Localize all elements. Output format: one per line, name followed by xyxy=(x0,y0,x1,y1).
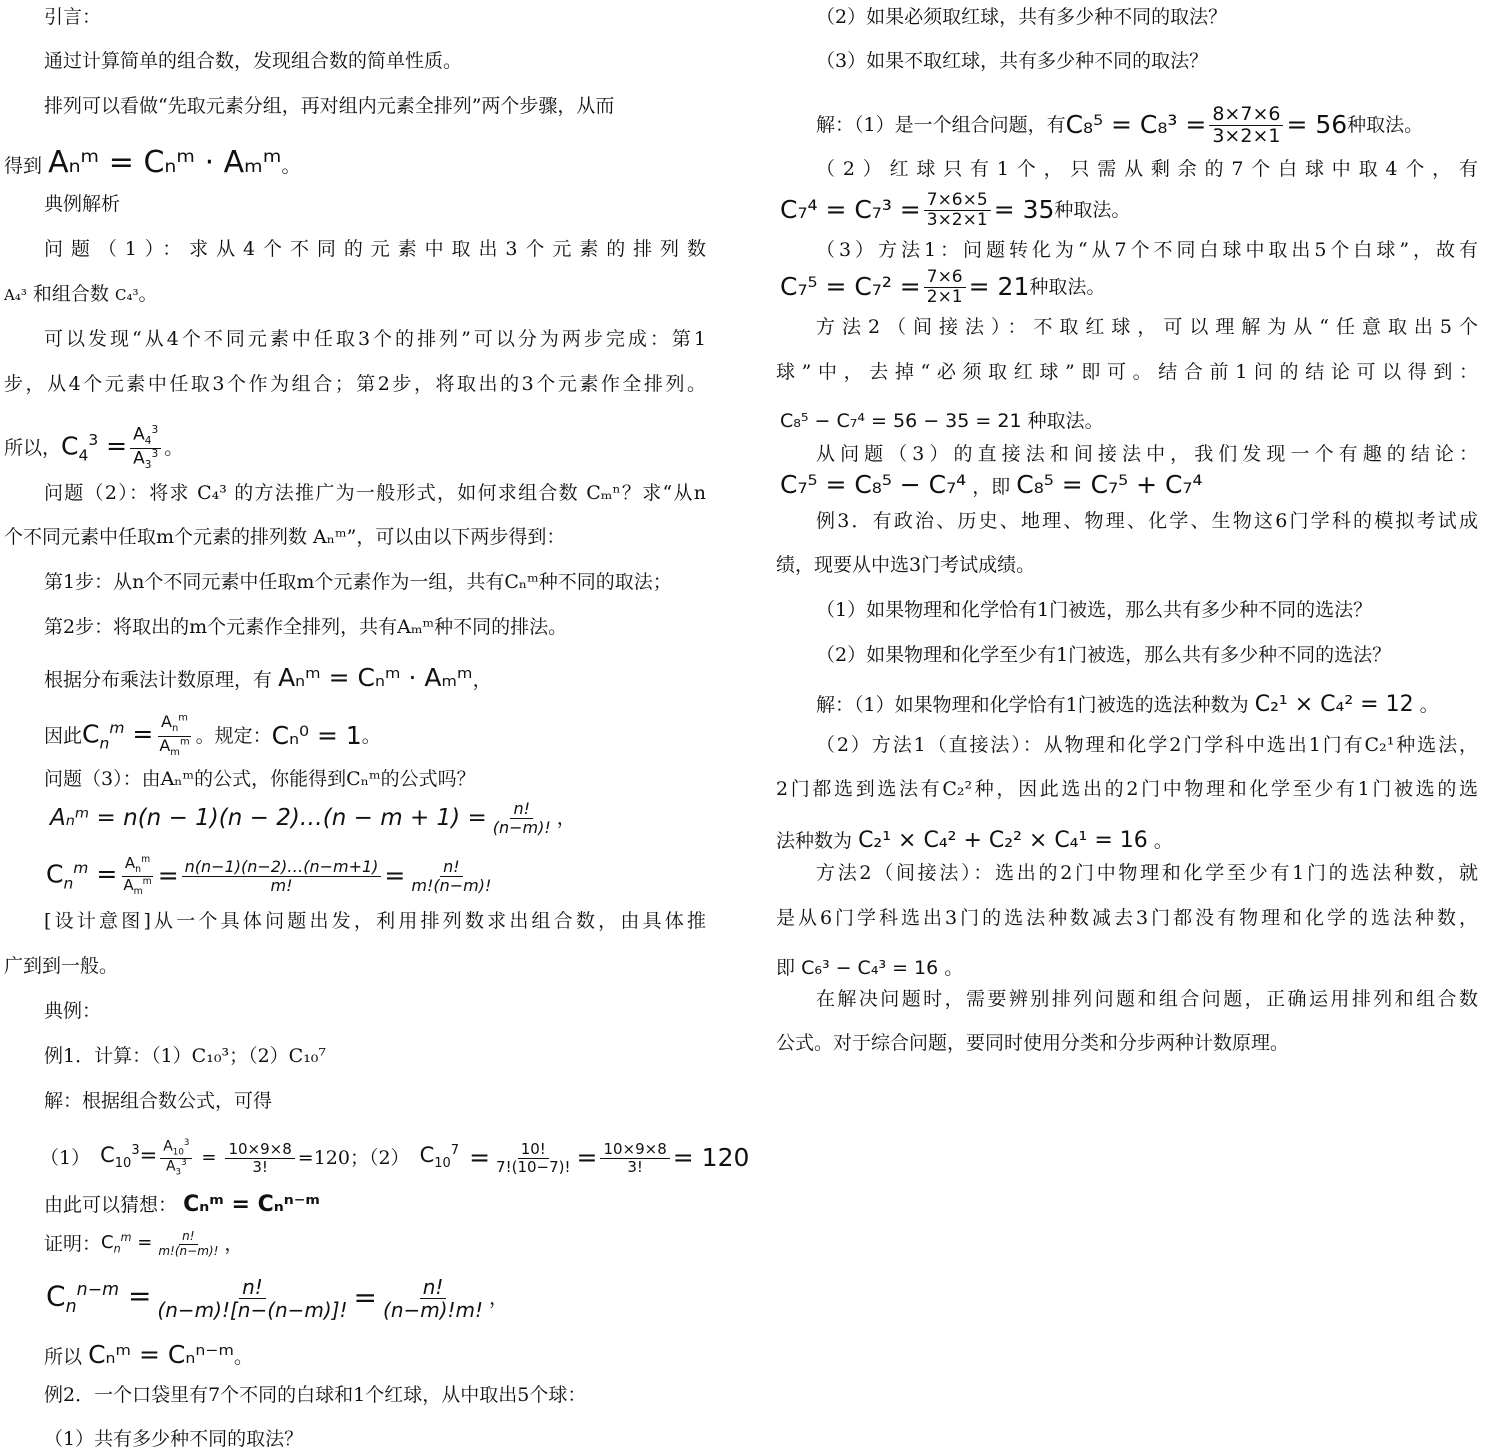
comma: ， xyxy=(489,1287,509,1309)
solution-1-prefix: 解：（1）是一个组合问题，有 xyxy=(816,114,1066,136)
example-2-title: 例2．一个口袋里有7个不同的白球和1个红球，从中取出5个球： xyxy=(44,1384,587,1406)
example-3-solution-1-text: 解：（1）如果物理和化学恰有1门被选的选法种数为 xyxy=(816,694,1249,716)
proof-formula-fraction-1: $\frac{n!}{(n-m)![n-(n-m)]!}$ xyxy=(157,1274,348,1322)
proof-fraction: $\frac{n!}{m!(n-m)!}$ xyxy=(158,1229,219,1258)
period: 。 xyxy=(944,957,964,979)
solution-1-result: = 56 xyxy=(1286,110,1348,139)
question-2-line-2: 个不同元素中任取m个元素的排列数 Aₙᵐ”，可以由以下两步得到： xyxy=(4,526,566,548)
cnm-formula: $C_n^m$ = xyxy=(82,719,154,753)
part-1-label: （1） xyxy=(40,1147,91,1169)
method-2-line-1: 方法2（间接法）：不取红球，可以理解为从“任意取出5个 xyxy=(816,316,1478,338)
proof-formula-lhs: $C_n^{n-m}$ = xyxy=(46,1278,152,1317)
question-1-line-1: 问题（1）：求从4个不同的元素中取出3个元素的排列数 xyxy=(44,238,706,260)
perm-formula: Aₙᵐ = Cₙᵐ · Aₘᵐ xyxy=(48,145,282,180)
example-3-solution-2-line-1: （2）方法1（直接法）：从物理和化学2门学科中选出1门有C₂¹种选法， xyxy=(816,734,1478,756)
comma: ， xyxy=(472,669,492,691)
step-2: 第2步：将取出的m个元素作全排列，共有Aₘᵐ种不同的排法。 xyxy=(44,616,568,638)
so-label-2: 所以 xyxy=(44,1346,83,1368)
rule-formula: Cₙ⁰ = 1 xyxy=(271,721,362,750)
seven-six-fraction: $\frac{7\times 6}{2\times 1}$ xyxy=(924,268,966,306)
design-intent-line-1: [设计意图]从一个具体问题出发，利用排列数求出组合数，由具体推 xyxy=(44,910,706,932)
product-fraction: $\frac{n(n-1)(n-2)\dots(n-m+1)}{m!}$ xyxy=(182,858,382,894)
example-2-question-2: （2）如果必须取红球，共有多少种不同的取法？ xyxy=(816,6,1228,28)
c-formula-lhs: $C_n^m$ = xyxy=(46,859,118,893)
example-1-computation: （1） $C_{10}^3=$ $\frac{A_{10}^3}{A_3^3}$ = $\frac{10\times 9\times 8}{3!}$ =120；（2） $C_{10}^7$ = $\frac{10!}{7!(10-7)!}$ = $\frac{10\times 9\times 8}{3!}$ = 120 xyxy=(40,1137,750,1177)
period: 。 xyxy=(234,1346,254,1368)
solution-2-result: = 35 xyxy=(993,195,1055,224)
example-2-question-3: （3）如果不取红球，共有多少种不同的取法？ xyxy=(816,50,1209,72)
anm-over-amm-fraction: $\frac{A_n^m}{A_m^m}$ xyxy=(159,712,190,758)
proof-formula-fraction-2: $\frac{n!}{(n-m)!m!}$ xyxy=(383,1274,484,1322)
method-2-formula-line xyxy=(780,408,1104,434)
a-formula-line xyxy=(50,792,576,844)
step-1: 第1步：从n个不同元素中任取m个元素作为一组，共有Cₙᵐ种不同的取法； xyxy=(44,571,672,593)
summary-line-1: 在解决问题时，需要辨别排列问题和组合问题，正确运用排列和组合数 xyxy=(816,988,1478,1010)
intro-text: 通过计算简单的组合数，发现组合数的简单性质。 xyxy=(44,50,463,72)
solution-1-formula: C₈⁵ = C₈³ = xyxy=(1065,110,1207,139)
solution-3-result: = 21 xyxy=(968,272,1030,301)
perm-symbol: A₄³ xyxy=(4,286,27,304)
solution-2-line-1: （2）红球只有1个，只需从剩余的7个白球中取4个，有 xyxy=(816,158,1478,180)
question-3: 问题（3）：由Aₙᵐ的公式，你能得到Cₙᵐ的公式吗？ xyxy=(44,768,476,790)
guess-label: 由此可以猜想： xyxy=(44,1194,178,1216)
example-3-solution-2-text: 法种数为 xyxy=(776,830,853,852)
example-3-method-2-formula: C₆³ − C₄³ = 16 xyxy=(801,957,939,979)
period: 。 xyxy=(361,725,381,747)
solution-2-formula: C₇⁴ = C₇³ = xyxy=(780,195,921,224)
method-2-formula: C₈⁵ − C₇⁴ = 56 − 35 = 21 xyxy=(780,410,1022,432)
finding-formula-b: C₈⁵ = C₇⁵ + C₇⁴ xyxy=(1016,470,1203,499)
proof-lhs: $C_n^m$ = xyxy=(101,1231,153,1256)
anm-amm-fraction: $\frac{A_n^m}{A_m^m}$ xyxy=(123,854,152,897)
part-1-result: =120；（2） xyxy=(297,1147,410,1169)
finding-formula-line xyxy=(780,472,1202,500)
guess-formula: Cₙᵐ = Cₙⁿ⁻ᵐ xyxy=(183,1192,320,1217)
summary-line-2: 公式。对于综合问题，要同时使用分类和分步两种计数原理。 xyxy=(776,1032,1290,1054)
solution-1-suffix: 种取法。 xyxy=(1347,114,1424,136)
period: 。 xyxy=(164,437,184,459)
solution-3-formula: C₇⁵ = C₇² = xyxy=(780,272,921,301)
c10-3-symbol: $C_{10}^3=$ xyxy=(100,1143,158,1172)
solution-3-line-1: （3）方法1：问题转化为“从7个不同白球中取出5个白球”，故有 xyxy=(816,239,1478,261)
example-3-line-2: 绩，现要从中选3门考试成绩。 xyxy=(776,554,1036,576)
hence-label: 因此 xyxy=(44,725,83,747)
so-conclusion-line xyxy=(44,1342,253,1370)
period: 。 xyxy=(281,155,301,177)
principle-formula: Aₙᵐ = Cₙᵐ · Aₘᵐ xyxy=(278,663,473,692)
perm-line-2 xyxy=(4,145,301,180)
intro-heading: 引言： xyxy=(44,6,102,28)
method-2-line-2: 球”中，去掉“必须取红球”即可。结合前1问的结论可以得到： xyxy=(776,361,1478,383)
c43-formula: $C_4^3$ = xyxy=(61,431,128,465)
observation-line-2: 步，从4个元素中任取3个作为组合；第2步，将取出的3个元素作全排列。 xyxy=(4,373,706,395)
question-2-line-1: 问题（2）：将求 C₄³ 的方法推广为一般形式，如何求组合数 Cₘⁿ？求“从n xyxy=(44,482,706,504)
solution-3-formula-line xyxy=(780,261,1105,313)
factorial-fraction: $\frac{n!}{m!(n-m)!}$ xyxy=(411,856,492,895)
observation-line-1: 可以发现“从4个不同元素中任取3个的排列”可以分为两步完成：第1 xyxy=(44,328,706,350)
example-3-method-2-line-1: 方法2（间接法）：选出的2门中物理和化学至少有1门的选法种数，就 xyxy=(816,862,1478,884)
rule-label: 。规定： xyxy=(195,725,272,747)
comma: ， xyxy=(556,807,576,829)
proof-label: 证明： xyxy=(44,1233,102,1255)
so-formula-line xyxy=(4,418,183,478)
example-2-question-1: （1）共有多少种不同的取法？ xyxy=(44,1428,304,1450)
question-1-line-2 xyxy=(4,281,158,308)
example-3-solution-1-formula: C₂¹ × C₄² = 12 xyxy=(1254,692,1414,717)
principle-line xyxy=(44,665,492,693)
ten-factorial-fraction: $\frac{10!}{7!(10-7)!}$ xyxy=(496,1140,571,1176)
example-3-solution-2-line-3 xyxy=(776,828,1173,854)
so-label: 所以， xyxy=(4,437,62,459)
comb-symbol: C₄³ xyxy=(114,286,139,304)
example-3-solution-1 xyxy=(816,692,1439,718)
n-factorial-fraction: $\frac{n!}{(n-m)!}$ xyxy=(492,798,551,837)
hence-line xyxy=(44,708,381,764)
ten-nine-eight-fraction: $\frac{10\times 9\times 8}{3!}$ xyxy=(225,1141,294,1175)
proof-line xyxy=(44,1222,243,1266)
c10-7-symbol: $C_{10}^7$ xyxy=(419,1143,460,1172)
perm-text-1: 排列可以看做“先取元素分组，再对组内元素全排列”两个步骤，从而 xyxy=(44,95,615,117)
finding-formula-a: C₇⁵ = C₈⁵ − C₇⁴ xyxy=(780,470,967,499)
example-3-solution-2-formula: C₂¹ × C₄² + C₂² × C₄¹ = 16 xyxy=(858,828,1148,853)
period: 。 xyxy=(1419,694,1439,716)
finding-line-1: 从问题（3）的直接法和间接法中，我们发现一个有趣的结论： xyxy=(816,443,1478,465)
example-3-method-2-line-2: 是从6门学科选出3门的选法种数减去3门都没有物理和化学的选法种数， xyxy=(776,907,1478,929)
solution-2-suffix: 种取法。 xyxy=(1054,199,1131,221)
ten-nine-eight-fraction-2: $\frac{10\times 9\times 8}{3!}$ xyxy=(600,1141,669,1175)
proof-formula-line: $C_n^{n-m}$ = $\frac{n!}{(n-m)![n-(n-m)]!}$ = $\frac{n!}{(n-m)!m!}$ ， xyxy=(46,1274,509,1322)
example-3-question-2: （2）如果物理和化学至少有1门被选，那么共有多少种不同的选法？ xyxy=(816,644,1392,666)
principle-text: 根据分布乘法计数原理，有 xyxy=(44,669,273,691)
a43-over-a33-fraction: $\frac{A_4^3}{A_3^3}$ xyxy=(130,425,161,471)
example-heading: 典例： xyxy=(44,1000,102,1022)
example-3-line-1: 例3．有政治、历史、地理、物理、化学、生物这6门学科的模拟考试成 xyxy=(816,510,1478,532)
comma: ， xyxy=(224,1233,244,1255)
eight-seven-six-fraction: $\frac{8\times 7\times 6}{3\times 2\times 1}$ xyxy=(1209,104,1283,147)
question-1-text: 和组合数 xyxy=(32,283,109,305)
examples-heading: 典例解析 xyxy=(44,193,121,215)
finding-mid: ，即 xyxy=(972,476,1011,498)
a-formula: Aₙᵐ = n(n − 1)(n − 2)…(n − m + 1) = xyxy=(50,805,487,831)
example-1-title: 例1．计算：（1）C₁₀³；（2）C₁₀⁷ xyxy=(44,1045,327,1067)
period: 。 xyxy=(138,283,158,305)
part-2-result: = 120 xyxy=(672,1143,750,1172)
solution-1-line xyxy=(816,96,1423,154)
example-3-method-2-line-3 xyxy=(776,955,963,981)
period: 。 xyxy=(1153,830,1173,852)
example-3-solution-2-line-2: 2门都选到选法有C₂²种，因此选出的2门中物理和化学至少有1门被选的选 xyxy=(776,778,1478,800)
seven-six-five-fraction: $\frac{7\times 6\times 5}{3\times 2\times 1}$ xyxy=(924,191,991,229)
solution-3-suffix: 种取法。 xyxy=(1029,276,1106,298)
example-3-question-1: （1）如果物理和化学恰有1门被选，那么共有多少种不同的选法？ xyxy=(816,599,1373,621)
example-1-solution-intro: 解：根据组合数公式，可得 xyxy=(44,1090,273,1112)
a10-over-a3-fraction: $\frac{A_{10}^3}{A_3^3}$ xyxy=(160,1139,192,1178)
design-intent-line-2: 广到到一般。 xyxy=(4,955,119,977)
conclusion-formula: Cₙᵐ = Cₙⁿ⁻ᵐ xyxy=(88,1340,235,1369)
guess-line xyxy=(44,1192,320,1218)
c-formula-line: $C_n^m$ = $\frac{A_n^m}{A_m^m}$ = $\frac{n(n-1)(n-2)\dots(n-m+1)}{m!}$ = $\frac{n!}{m!(n-m)!}$ xyxy=(46,848,497,904)
example-3-method-2-text: 即 xyxy=(776,957,796,979)
method-2-suffix: 种取法。 xyxy=(1027,410,1104,432)
solution-2-formula-line xyxy=(780,182,1130,238)
perm-text-2: 得到 xyxy=(4,155,43,177)
